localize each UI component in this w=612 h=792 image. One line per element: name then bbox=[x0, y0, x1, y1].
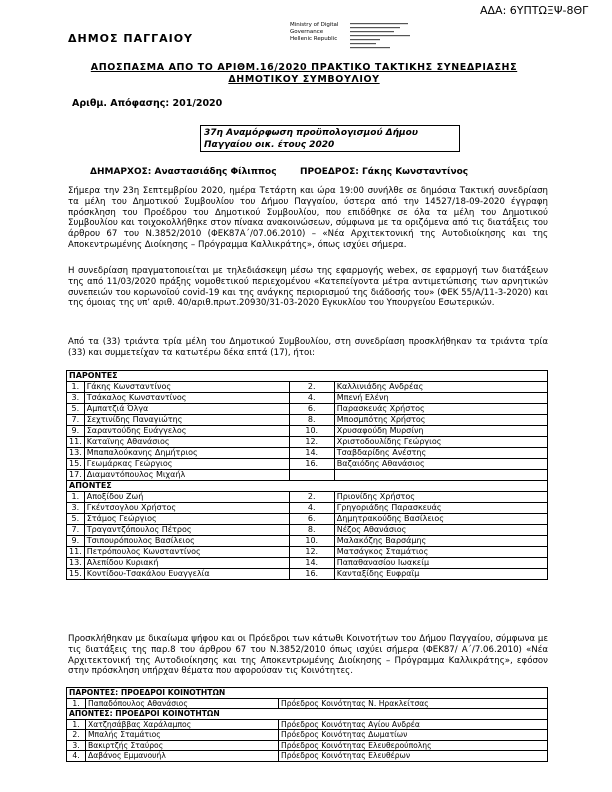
table-row bbox=[67, 525, 548, 536]
president-community: Πρόεδρος Κοινότητας Αγίου Ανδρέα bbox=[279, 719, 548, 730]
member-name: Γκέντσογλου Χρήστος bbox=[84, 503, 289, 514]
member-number: 14. bbox=[289, 558, 334, 569]
present-header-label: ΠΑΡΟΝΤΕΣ bbox=[67, 371, 548, 382]
community-present-header-label: ΠΑΡΟΝΤΕΣ: ΠΡΟΕΔΡΟΙ ΚΟΙΝΟΤΗΤΩΝ bbox=[67, 688, 548, 699]
absent-header-label: ΑΠΟΝΤΕΣ bbox=[67, 481, 548, 492]
mayor-line: ΔΗΜΑΡΧΟΣ: Αναστασιάδης Φίλιππος bbox=[90, 167, 277, 177]
member-name: Ματσάγκος Σταμάτιος bbox=[334, 547, 547, 558]
table-row bbox=[67, 448, 548, 459]
signature-label: Governance bbox=[290, 29, 324, 35]
table-row bbox=[67, 415, 548, 426]
member-number: 7. bbox=[67, 525, 85, 536]
table-row bbox=[67, 393, 548, 404]
signature-text-lines bbox=[350, 22, 420, 52]
president-number: 2. bbox=[67, 730, 86, 741]
member-number: 8. bbox=[289, 525, 334, 536]
table-row bbox=[67, 382, 548, 393]
table-row bbox=[67, 404, 548, 415]
member-number: 5. bbox=[67, 404, 85, 415]
president-name: Παπαδόπουλος Αθανάσιος bbox=[86, 698, 279, 709]
digital-signature-block bbox=[290, 22, 440, 54]
community-absent-header-label: ΑΠΟΝΤΕΣ: ΠΡΟΕΔΡΟΙ ΚΟΙΝΟΤΗΤΩΝ bbox=[67, 709, 548, 720]
member-name: Μαλακόζης Βαρσάμης bbox=[334, 536, 547, 547]
member-name: Νέζος Αθανάσιος bbox=[334, 525, 547, 536]
community-present-header bbox=[67, 688, 548, 699]
member-name: Μπαπαλούκανης Δημήτριος bbox=[84, 448, 289, 459]
signature-label: Ministry of Digital bbox=[290, 22, 339, 28]
member-name: Τσάκαλος Κωνσταντίνος bbox=[84, 393, 289, 404]
table-row bbox=[67, 730, 548, 741]
member-name: Καλλινιάδης Ανδρέας bbox=[334, 382, 547, 393]
member-name: Χριστοδουλίδης Γεώργιος bbox=[334, 437, 547, 448]
member-name: Τσαβδαρίδης Ανέστης bbox=[334, 448, 547, 459]
president-name: Χατζησάββας Χαράλαμπος bbox=[86, 719, 279, 730]
president-number: 1. bbox=[67, 698, 86, 709]
member-name: Αλεπίδου Κυριακή bbox=[84, 558, 289, 569]
president-community: Πρόεδρος Κοινότητας Ελευθέρων bbox=[279, 751, 548, 762]
table-row bbox=[67, 536, 548, 547]
member-number: 17. bbox=[67, 470, 85, 481]
member-number: 11. bbox=[67, 547, 85, 558]
member-name: Χρυσαφούδη Μυρσίνη bbox=[334, 426, 547, 437]
member-name: Παπαθανασίου Ιωακείμ bbox=[334, 558, 547, 569]
table-row bbox=[67, 547, 548, 558]
table-row bbox=[67, 719, 548, 730]
member-number: 8. bbox=[289, 415, 334, 426]
member-name: Τσιπουρόπουλος Βασίλειος bbox=[84, 536, 289, 547]
paragraph-webex: Η συνεδρίαση πραγματοποιείται με τηλεδιάσκεψη μέσω της εφαρμογής webex, σε εφαρμογή των διατάξεων της από 11/03/2020 πράξης νομοθετικού περιεχομένου «Κατεπείγοντα μέτρα αντιμετώπισης των αρνητικών συνεπειών του κορωνοϊού covid-19 και της ανάγκης περιορισμού της διάδοσής του» (ΦΕΚ 55/Α/11-3-2020) και της όμοιας της υπ’ αριθ. 40/αριθ.πρωτ.20930/31-03-2020 Εγκυκλίου του Υπουργείου Εσωτερικών. bbox=[68, 266, 548, 309]
municipality-name: ΔΗΜΟΣ ΠΑΓΓΑΙΟΥ bbox=[68, 32, 194, 45]
table-row bbox=[67, 740, 548, 751]
member-name: Κανταξίδης Ευφραΐμ bbox=[334, 569, 547, 580]
subject-box: 37η Αναμόρφωση προϋπολογισμού Δήμου Παγγαίου οικ. έτους 2020 bbox=[200, 125, 460, 152]
table-row bbox=[67, 558, 548, 569]
member-number: 4. bbox=[289, 393, 334, 404]
table-row bbox=[67, 698, 548, 709]
present-header bbox=[67, 371, 548, 382]
member-number: 9. bbox=[67, 536, 85, 547]
table-row bbox=[67, 470, 548, 481]
member-number: 11. bbox=[67, 437, 85, 448]
member-number: 7. bbox=[67, 415, 85, 426]
member-number bbox=[289, 470, 334, 481]
member-name: Πριονίδης Χρήστος bbox=[334, 492, 547, 503]
member-number: 5. bbox=[67, 514, 85, 525]
member-number: 16. bbox=[289, 569, 334, 580]
member-name: Σαραντούδης Ευάγγελος bbox=[84, 426, 289, 437]
member-name: Αποξίδου Ζωή bbox=[84, 492, 289, 503]
paragraph-community-presidents: Προσκλήθηκαν με δικαίωμα ψήφου και οι Πρόεδροι των κάτωθι Κοινοτήτων του Δήμου Παγγαίου, σύμφωνα με τις διατάξεις της παρ.8 του άρθρου 67 του Ν.3852/2010 όπως ισχύει σήμερα (ΦΕΚ87/ Α΄/7.06.2010) «Νέα Αρχιτεκτονική της Αυτοδιοίκησης και της Αποκεντρωμένης Διοίκησης – Πρόγραμμα Καλλικράτης», εφόσον στην πρόσκληση υπήρχαν θέματα που αφορούσαν τις Κοινότητες. bbox=[68, 634, 548, 677]
absent-header bbox=[67, 481, 548, 492]
president-community: Πρόεδρος Κοινότητας Δωματίων bbox=[279, 730, 548, 741]
member-number: 6. bbox=[289, 514, 334, 525]
member-number: 2. bbox=[289, 492, 334, 503]
member-number: 3. bbox=[67, 503, 85, 514]
member-number: 2. bbox=[289, 382, 334, 393]
member-number: 10. bbox=[289, 426, 334, 437]
president-number: 4. bbox=[67, 751, 86, 762]
member-name: Βαζαιόδης Αθανάσιος bbox=[334, 459, 547, 470]
member-number: 12. bbox=[289, 437, 334, 448]
decision-number: Αριθμ. Απόφασης: 201/2020 bbox=[72, 98, 223, 109]
table-row bbox=[67, 503, 548, 514]
member-name: Σεχτινίδης Παναγιώτης bbox=[84, 415, 289, 426]
member-name: Διαμαντόπουλος Μιχαήλ bbox=[84, 470, 289, 481]
president-number: 3. bbox=[67, 740, 86, 751]
community-presidents-table bbox=[66, 687, 548, 762]
member-name bbox=[334, 470, 547, 481]
member-name: Μποσμπότης Χρήστος bbox=[334, 415, 547, 426]
member-name: Στάμος Γεώργιος bbox=[84, 514, 289, 525]
excerpt-title: ΑΠΟΣΠΑΣΜΑ ΑΠΟ ΤΟ ΑΡΙΘΜ.16/2020 ΠΡΑΚΤΙΚΟ ΤΑΚΤΙΚΗΣ ΣΥΝΕΔΡΙΑΣΗΣ ΔΗΜΟΤΙΚΟΥ ΣΥΜΒΟΥΛΙΟΥ bbox=[90, 62, 518, 85]
member-number: 10. bbox=[289, 536, 334, 547]
signature-label: Hellenic Republic bbox=[290, 36, 338, 42]
table-row bbox=[67, 492, 548, 503]
ada-code: ΑΔΑ: 6ΥΠΤΩΞΨ-8ΘΓ bbox=[480, 4, 589, 17]
member-name: Γάκης Κωνσταντίνος bbox=[84, 382, 289, 393]
member-name: Μπενή Ελένη bbox=[334, 393, 547, 404]
member-name: Κοντίδου-Τσακάλου Ευαγγελία bbox=[84, 569, 289, 580]
member-number: 1. bbox=[67, 382, 85, 393]
paragraph-attendance: Από τα (33) τριάντα τρία μέλη του Δημοτικού Συμβουλίου, στη συνεδρίαση προσκλήθηκαν τα τριάντα τρία (33) και συμμετείχαν τα κατωτέρω δέκα επτά (17), ήτοι: bbox=[68, 337, 548, 358]
member-name: Γεωμάρκας Γεώργιος bbox=[84, 459, 289, 470]
member-name: Παρασκευάς Χρήστος bbox=[334, 404, 547, 415]
member-name: Αμπατζιά Όλγα bbox=[84, 404, 289, 415]
member-number: 3. bbox=[67, 393, 85, 404]
signature-labels bbox=[290, 22, 338, 43]
member-number: 1. bbox=[67, 492, 85, 503]
member-number: 15. bbox=[67, 569, 85, 580]
president-name: Βακιρτζής Σταύρος bbox=[86, 740, 279, 751]
member-name: Τραγαντζόπουλος Πέτρος bbox=[84, 525, 289, 536]
community-absent-header bbox=[67, 709, 548, 720]
table-row bbox=[67, 751, 548, 762]
member-number: 9. bbox=[67, 426, 85, 437]
president-name: Μπαλής Σταμάτιος bbox=[86, 730, 279, 741]
president-community: Πρόεδρος Κοινότητας Ελευθερούπολης bbox=[279, 740, 548, 751]
member-number: 13. bbox=[67, 448, 85, 459]
member-number: 6. bbox=[289, 404, 334, 415]
member-name: Καταϊνης Αθανάσιος bbox=[84, 437, 289, 448]
table-row bbox=[67, 459, 548, 470]
member-number: 16. bbox=[289, 459, 334, 470]
president-line: ΠΡΟΕΔΡΟΣ: Γάκης Κωνσταντίνος bbox=[300, 167, 469, 177]
paragraph-meeting-notice: Σήμερα την 23η Σεπτεμβρίου 2020, ημέρα Τετάρτη και ώρα 19:00 συνήλθε σε δημόσια Τακτική συνεδρίαση τα μέλη του Δημοτικού Συμβουλίου του Δήμου Παγγαίου, ύστερα από την 14527/18-09-2020 έγγραφη πρόσκληση του Προέδρου του Δημοτικού Συμβουλίου, που επιδόθηκε σε όλα τα μέλη του Δημοτικού Συμβουλίου και τοιχοκολλήθηκε στον πίνακα ανακοινώσεων, σύμφωνα με τα οριζόμενα από τις διατάξεις του άρθρου 67 του Ν.3852/2010 (ΦΕΚ87Α΄/07.06.2010) – «Νέα Αρχιτεκτονική της Αυτοδιοίκησης και της Αποκεντρωμένης Διοίκησης – Πρόγραμμα Καλλικράτης», όπως ισχύει σήμερα. bbox=[68, 186, 548, 250]
member-name: Πετρόπουλος Κωνσταντίνος bbox=[84, 547, 289, 558]
member-number: 4. bbox=[289, 503, 334, 514]
members-table bbox=[66, 370, 548, 580]
table-row bbox=[67, 514, 548, 525]
table-row bbox=[67, 426, 548, 437]
member-number: 12. bbox=[289, 547, 334, 558]
table-row bbox=[67, 569, 548, 580]
member-name: Γρηγοριάδης Παρασκευάς bbox=[334, 503, 547, 514]
table-row bbox=[67, 437, 548, 448]
member-name: Δημητρακούδης Βασίλειος bbox=[334, 514, 547, 525]
president-community: Πρόεδρος Κοινότητας Ν. Ηρακλείτσας bbox=[279, 698, 548, 709]
president-name: Δαβάνος Εμμανουήλ bbox=[86, 751, 279, 762]
member-number: 13. bbox=[67, 558, 85, 569]
member-number: 14. bbox=[289, 448, 334, 459]
member-number: 15. bbox=[67, 459, 85, 470]
president-number: 1. bbox=[67, 719, 86, 730]
